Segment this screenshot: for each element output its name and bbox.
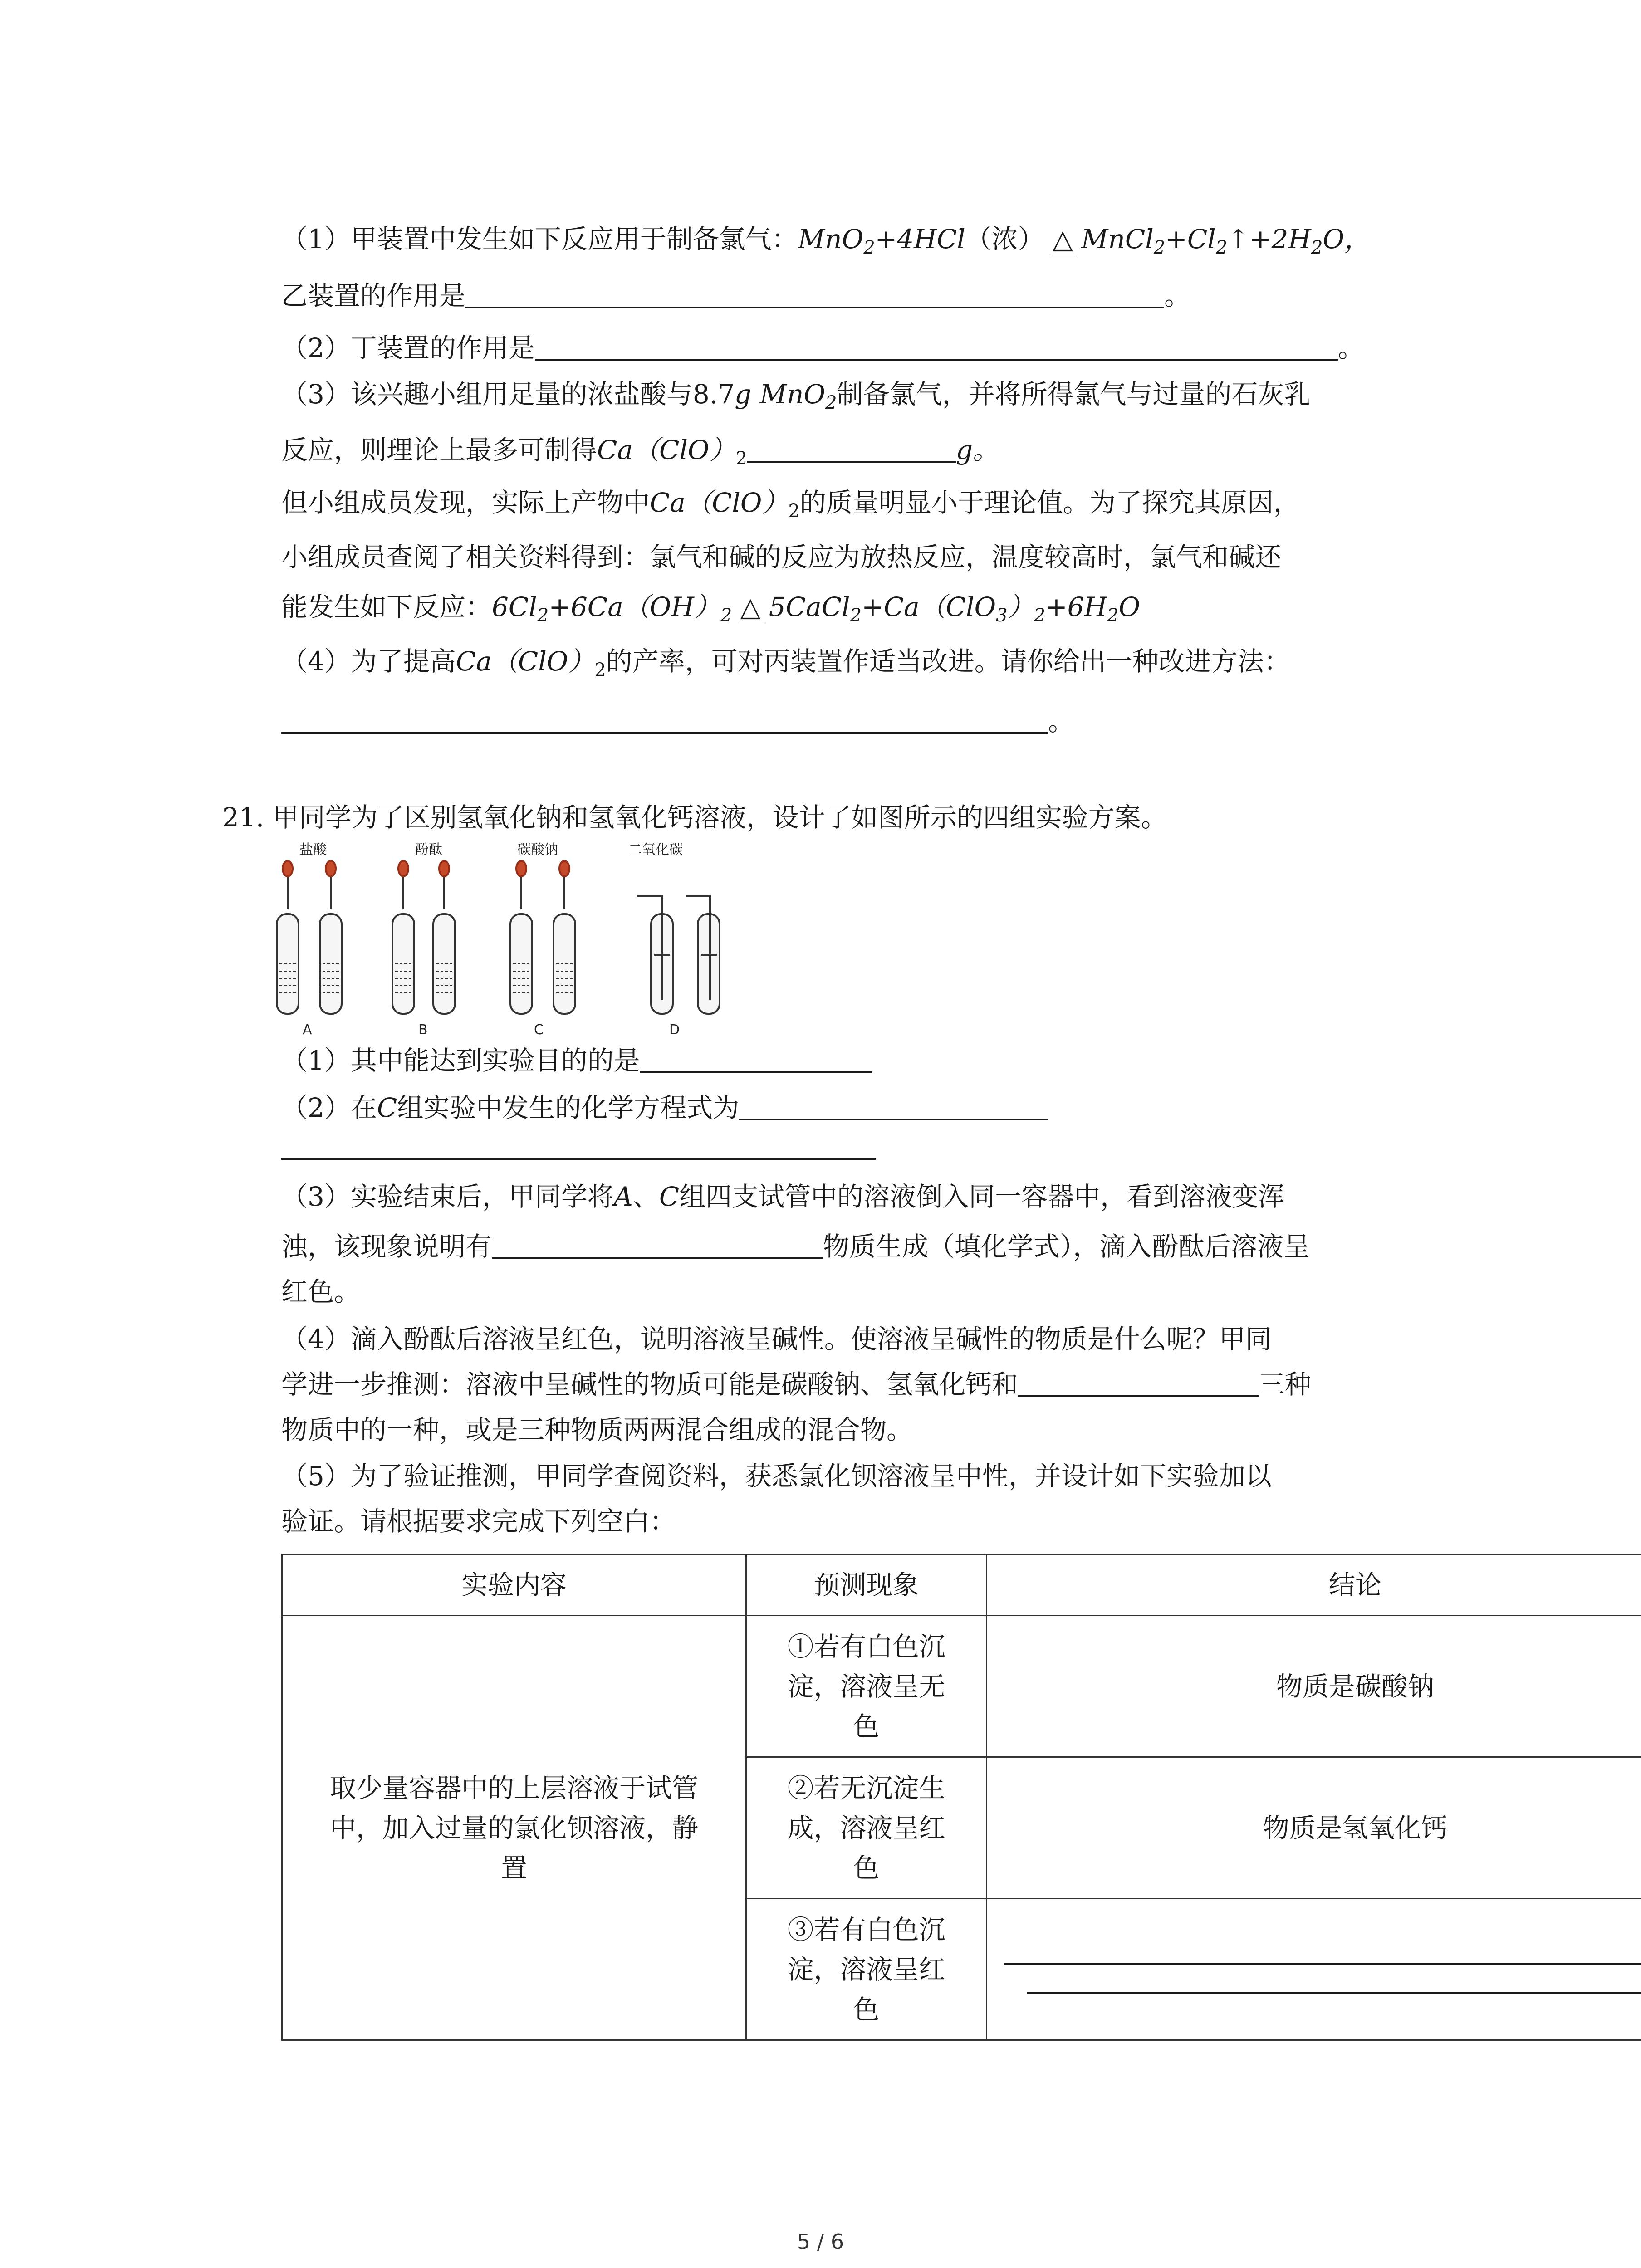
dropper-bulb — [439, 861, 449, 876]
answer-blank[interactable] — [1027, 1983, 1641, 1994]
q21-part5-line1: （5）为了验证推测，甲同学查阅资料，获悉氯化钡溶液呈中性，并设计如下实验加以 — [281, 1461, 1272, 1491]
reagent-label: 二氧化碳 — [628, 842, 683, 858]
q21-part4-line1: （4）滴入酚酞后溶液呈红色，说明溶液呈碱性。使溶液呈碱性的物质是什么呢？甲同 — [281, 1324, 1272, 1354]
group-label: A — [303, 1022, 312, 1038]
q21-part4-line2: 学进一步推测：溶液中呈碱性的物质可能是碳酸钠、氢氧化钙和 三种 — [281, 1369, 1312, 1400]
eq1-lhs: MnO$_2$+4HCl — [798, 224, 965, 258]
experiment-table — [281, 1554, 1641, 2041]
q21-part2: （2）在C组实验中发生的化学方程式为 — [281, 1090, 1048, 1126]
q20-part1-line1 — [281, 221, 1371, 257]
test-tubes-d — [637, 896, 720, 1014]
q20-part3-line1: （3）该兴趣小组用足量的浓盐酸与8.7g MnO$_2$制备氯气，并将所得氯气与过量的石灰乳 — [281, 379, 1311, 413]
answer-blank[interactable] — [281, 709, 1048, 734]
answer-blank[interactable] — [281, 1154, 876, 1160]
group-label: B — [418, 1022, 428, 1038]
answer-blank[interactable] — [1004, 1931, 1641, 1965]
header-conclusion: 结论 — [987, 1554, 1641, 1616]
phenomenon-cell: ③若有白色沉 淀，溶液呈红 色 — [746, 1899, 987, 2040]
eq2: $6Cl_2+6Ca(OH)_2$ — [492, 591, 732, 626]
reagent-label: 碳酸钠 — [517, 842, 558, 858]
gas-arrow-icon: ↑ — [1227, 224, 1249, 254]
q20-part3-line4: 小组成员查阅了相关资料得到：氯气和碱的反应为放热反应，温度较高时，氯气和碱还 — [281, 542, 1282, 572]
answer-blank[interactable] — [535, 335, 1338, 361]
eq1-rhs: $MnCl_2+Cl_2↑+2H_2O$， — [1081, 224, 1371, 258]
q21-part3-line3: 红色。 — [281, 1276, 361, 1307]
conclusion-cell: 物质是碳酸钠 — [987, 1616, 1641, 1757]
conclusion-cell: 物质是氢氧化钙 — [987, 1757, 1641, 1899]
heat-symbol: △ — [740, 589, 761, 625]
test-tubes-abc — [277, 861, 575, 1014]
table-header-row — [282, 1554, 1641, 1616]
answer-blank[interactable] — [747, 437, 956, 463]
q21-stem — [222, 799, 1167, 836]
dropper-bulb — [283, 861, 293, 876]
answer-blank[interactable] — [1018, 1372, 1259, 1397]
q20-part3-text2: 反应，则理论上最多可制得 — [281, 435, 598, 465]
table-row — [282, 1616, 1641, 1757]
group-label: C — [534, 1022, 544, 1038]
q21-part1: （1）其中能达到实验目的的是 — [281, 1042, 872, 1079]
answer-blank[interactable] — [492, 1234, 823, 1259]
reagent-label: 酚酞 — [415, 842, 442, 858]
q21-part3-line1: （3）实验结束后，甲同学将A、C组四支试管中的溶液倒入同一容器中，看到溶液变浑 — [281, 1181, 1285, 1212]
q20-part3-line2: 反应，则理论上最多可制得$Ca(ClO)_2$ g。 — [281, 435, 999, 469]
experiment-content-cell: 取少量容器中的上层溶液于试管 中，加入过量的氯化钡溶液，静 置 — [282, 1616, 746, 2040]
header-content: 实验内容 — [282, 1554, 746, 1616]
page-number: 5 / 6 — [797, 2229, 844, 2254]
q21-part5-line2: 验证。请根据要求完成下列空白： — [281, 1506, 676, 1537]
conclusion-answer-cell[interactable] — [987, 1899, 1641, 2040]
answer-blank[interactable] — [465, 283, 1164, 308]
q21-part3-line2: 浊，该现象说明有 物质生成（填化学式），滴入酚酞后溶液呈 — [281, 1231, 1310, 1262]
experiment-figure — [263, 841, 762, 1041]
reagent-label: 盐酸 — [299, 842, 327, 858]
q20-part2: （2）丁装置的作用是 。 — [281, 332, 1364, 363]
q20-part3-text: （3）该兴趣小组用足量的浓盐酸与 — [281, 379, 693, 410]
dropper-bulb — [398, 861, 408, 876]
q20-part3-line3: 但小组成员发现，实际上产物中$Ca(ClO)_2$的质量明显小于理论值。为了探究其原因， — [281, 487, 1300, 522]
q20-part4-line1: （4）为了提高$Ca(ClO)_2$的产率，可对丙装置作适当改进。请你给出一种改进方法： — [281, 646, 1290, 680]
q20-part2-text: （2）丁装置的作用是 — [281, 332, 535, 363]
group-label: D — [669, 1022, 680, 1038]
q20-part3-line5: 能发生如下反应：$6Cl_2+6Ca(OH)_2$ △ $5CaCl_2+Ca(ClO_3)_2+6H_2O$ — [281, 589, 1140, 625]
dropper-bulb — [516, 861, 526, 876]
dropper-bulb — [326, 861, 336, 876]
q21-part4-line3: 物质中的一种，或是三种物质两两混合组成的混合物。 — [281, 1414, 913, 1445]
q20-part4-line2: 。 — [281, 703, 1074, 739]
answer-blank[interactable] — [640, 1048, 872, 1073]
phenomenon-cell: ①若有白色沉 淀，溶液呈无 色 — [746, 1616, 987, 1757]
q20-part1-text2: 乙装置的作用是 — [281, 280, 466, 311]
phenomenon-cell: ②若无沉淀生 成，溶液呈红 色 — [746, 1757, 987, 1899]
dropper-bulb — [559, 861, 569, 876]
eq1-condition: （浓） — [965, 224, 1044, 254]
question-stem: 甲同学为了区别氢氧化钠和氢氧化钙溶液，设计了如图所示的四组实验方案。 — [272, 802, 1167, 833]
header-phenomenon: 预测现象 — [746, 1554, 987, 1616]
heat-symbol: △ — [1053, 221, 1073, 257]
question-number: 21. — [222, 802, 265, 833]
q20-part1-line2: 乙装置的作用是 。 — [281, 280, 1191, 311]
answer-blank[interactable] — [739, 1095, 1048, 1120]
q20-part1-text: （1）甲装置中发生如下反应用于制备氯气： — [281, 224, 798, 254]
